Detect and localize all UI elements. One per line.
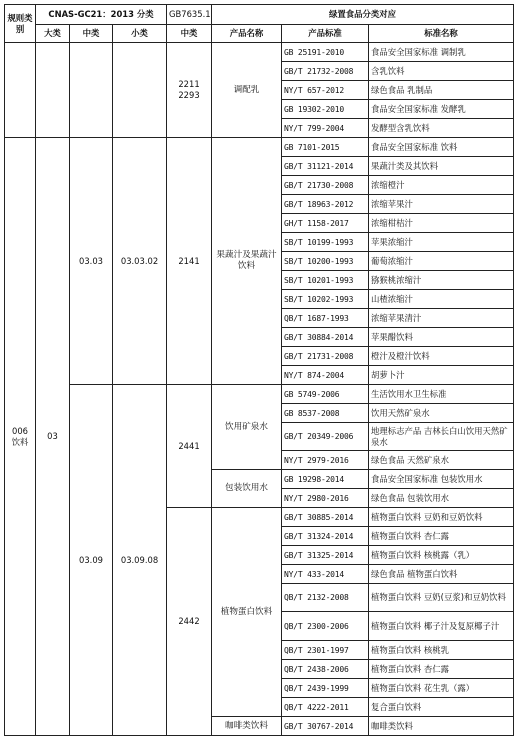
standard-name-cell: 苹果醋饮料 — [369, 328, 514, 347]
standard-name-cell: 食品安全国家标准 包装饮用水 — [369, 470, 514, 489]
standard-name-cell: 植物蛋白饮料 椰子汁及复原椰子汁 — [369, 612, 514, 641]
standard-code-cell: GB/T 31324-2014 — [282, 527, 369, 546]
standard-code-cell: GB/T 21732-2008 — [282, 62, 369, 81]
standard-name-cell: 咖啡类饮料 — [369, 717, 514, 736]
standard-name-cell: 食品安全国家标准 饮料 — [369, 138, 514, 157]
standard-code-cell: GB/T 31121-2014 — [282, 157, 369, 176]
major-cell-empty — [36, 43, 70, 138]
header-major: 大类 — [36, 25, 70, 43]
header-standard-name: 标准名称 — [369, 25, 514, 43]
standard-name-cell: 绿色食品 植物蛋白饮料 — [369, 565, 514, 584]
minor-class-cell: 03.03.02 — [113, 138, 167, 385]
standard-code-cell: QB/T 4222-2011 — [282, 698, 369, 717]
standard-name-cell: 食品安全国家标准 发酵乳 — [369, 100, 514, 119]
product-name-cell: 饮用矿泉水 — [212, 385, 282, 470]
standard-name-cell: 胡萝卜汁 — [369, 366, 514, 385]
standard-code-cell: GB/T 30884-2014 — [282, 328, 369, 347]
standard-code-cell: GB/T 30885-2014 — [282, 508, 369, 527]
product-name-cell: 咖啡类饮料 — [212, 717, 282, 736]
standard-code-cell: QB/T 2301-1997 — [282, 641, 369, 660]
standard-name-cell: 食品安全国家标准 调制乳 — [369, 43, 514, 62]
standard-code-cell: SB/T 10201-1993 — [282, 271, 369, 290]
standard-code-cell: GB/T 30767-2014 — [282, 717, 369, 736]
table-row — [5, 138, 514, 157]
standard-code-cell: GB 7101-2015 — [282, 138, 369, 157]
standard-name-cell: 猕猴桃浓缩汁 — [369, 271, 514, 290]
standard-code-cell: GB/T 21731-2008 — [282, 347, 369, 366]
standard-code-cell: NY/T 433-2014 — [282, 565, 369, 584]
standard-code-cell: GH/T 1158-2017 — [282, 214, 369, 233]
table-row — [5, 43, 514, 62]
header-row-2 — [5, 25, 514, 43]
standard-name-cell: 植物蛋白饮料 杏仁露 — [369, 660, 514, 679]
standard-name-cell: 地理标志产品 吉林长白山饮用天然矿泉水 — [369, 423, 514, 451]
minor-cell-empty — [113, 43, 167, 138]
standard-code-cell: SB/T 10199-1993 — [282, 233, 369, 252]
standard-code-cell: QB/T 2300-2006 — [282, 612, 369, 641]
standard-name-cell: 浓缩苹果清汁 — [369, 309, 514, 328]
standard-code-cell: GB 8537-2008 — [282, 404, 369, 423]
standard-name-cell: 植物蛋白饮料 花生乳（露） — [369, 679, 514, 698]
standard-code-cell: GB/T 18963-2012 — [282, 195, 369, 214]
minor-class-cell: 03.09.08 — [113, 385, 167, 736]
standard-name-cell: 复合蛋白饮料 — [369, 698, 514, 717]
gb-code-cell: 2141 — [167, 138, 212, 385]
standard-name-cell: 发酵型含乳饮料 — [369, 119, 514, 138]
product-name-cell: 调配乳 — [212, 43, 282, 138]
header-cnas-group: CNAS-GC21：2013 分类 — [36, 5, 167, 25]
standard-code-cell: GB 19302-2010 — [282, 100, 369, 119]
header-product-standard: 产品标准 — [282, 25, 369, 43]
standards-table-wrapper — [4, 4, 514, 736]
header-rule-category: 规则类别 — [5, 5, 36, 43]
header-green-group: 绿置食品分类对应 — [212, 5, 514, 25]
standards-table — [4, 4, 514, 736]
table-row — [5, 385, 514, 404]
middle-class-cell: 03.09 — [70, 385, 113, 736]
standard-name-cell: 植物蛋白饮料 杏仁露 — [369, 527, 514, 546]
standard-code-cell: SB/T 10200-1993 — [282, 252, 369, 271]
gb-code-cell: 2441 — [167, 385, 212, 508]
standard-code-cell: GB/T 31325-2014 — [282, 546, 369, 565]
header-gb-middle: 中类 — [167, 25, 212, 43]
standard-name-cell: 植物蛋白饮料 豆奶(豆浆)和豆奶饮料 — [369, 584, 514, 612]
product-name-cell: 果蔬汁及果蔬汁饮料 — [212, 138, 282, 385]
standard-code-cell: NY/T 874-2004 — [282, 366, 369, 385]
product-name-cell: 植物蛋白饮料 — [212, 508, 282, 717]
header-product-name: 产品名称 — [212, 25, 282, 43]
standard-name-cell: 浓缩橙汁 — [369, 176, 514, 195]
standard-name-cell: 植物蛋白饮料 核桃露（乳） — [369, 546, 514, 565]
standard-name-cell: 绿色食品 包装饮用水 — [369, 489, 514, 508]
standard-code-cell: GB 19298-2014 — [282, 470, 369, 489]
gb-code-cell: 2442 — [167, 508, 212, 736]
standard-name-cell: 植物蛋白饮料 核桃乳 — [369, 641, 514, 660]
standard-name-cell: 橙汁及橙汁饮料 — [369, 347, 514, 366]
standard-code-cell: GB/T 20349-2006 — [282, 423, 369, 451]
header-middle: 中类 — [70, 25, 113, 43]
product-name-cell: 包装饮用水 — [212, 470, 282, 508]
header-gb-code: GB7635.1 — [167, 5, 212, 25]
standard-code-cell: NY/T 2980-2016 — [282, 489, 369, 508]
table-body — [5, 43, 514, 736]
middle-class-cell: 03.03 — [70, 138, 113, 385]
standard-code-cell: SB/T 10202-1993 — [282, 290, 369, 309]
standard-code-cell: QB/T 2439-1999 — [282, 679, 369, 698]
standard-name-cell: 果蔬汁类及其饮料 — [369, 157, 514, 176]
gb-code-cell: 2211 2293 — [167, 43, 212, 138]
standard-name-cell: 含乳饮料 — [369, 62, 514, 81]
header-row-1 — [5, 5, 514, 25]
standard-code-cell: GB 25191-2010 — [282, 43, 369, 62]
header-minor: 小类 — [113, 25, 167, 43]
standard-code-cell: GB/T 21730-2008 — [282, 176, 369, 195]
standard-name-cell: 绿色食品 乳制品 — [369, 81, 514, 100]
standard-code-cell: NY/T 2979-2016 — [282, 451, 369, 470]
major-class-cell: 03 — [36, 138, 70, 736]
standard-name-cell: 饮用天然矿泉水 — [369, 404, 514, 423]
standard-code-cell: NY/T 657-2012 — [282, 81, 369, 100]
standard-code-cell: GB 5749-2006 — [282, 385, 369, 404]
rule-cell-empty — [5, 43, 36, 138]
standard-code-cell: QB/T 1687-1993 — [282, 309, 369, 328]
middle-cell-empty — [70, 43, 113, 138]
standard-name-cell: 植物蛋白饮料 豆奶和豆奶饮料 — [369, 508, 514, 527]
rule-category-cell: 006 饮料 — [5, 138, 36, 736]
standard-name-cell: 绿色食品 天然矿泉水 — [369, 451, 514, 470]
standard-code-cell: QB/T 2438-2006 — [282, 660, 369, 679]
standard-code-cell: QB/T 2132-2008 — [282, 584, 369, 612]
standard-name-cell: 生活饮用水卫生标准 — [369, 385, 514, 404]
standard-name-cell: 浓缩苹果汁 — [369, 195, 514, 214]
standard-name-cell: 苹果浓缩汁 — [369, 233, 514, 252]
standard-code-cell: NY/T 799-2004 — [282, 119, 369, 138]
standard-name-cell: 浓缩柑桔汁 — [369, 214, 514, 233]
standard-name-cell: 山楂浓缩汁 — [369, 290, 514, 309]
standard-name-cell: 葡萄浓缩汁 — [369, 252, 514, 271]
